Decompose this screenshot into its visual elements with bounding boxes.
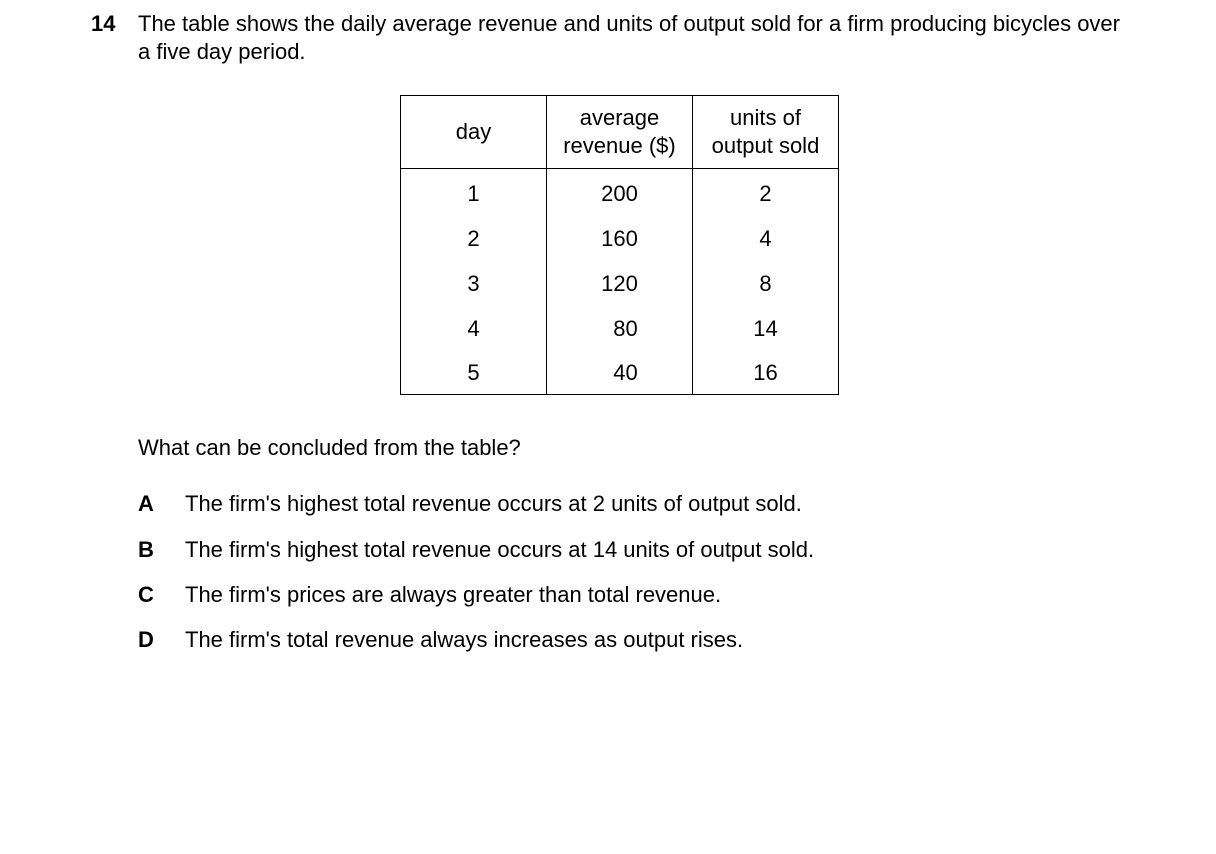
option-b[interactable] xyxy=(138,536,814,564)
table-header-row xyxy=(401,96,839,169)
option-text: The firm's highest total revenue occurs at 14 units of output sold. xyxy=(185,537,815,562)
cell-average-revenue: 80 xyxy=(547,306,693,351)
question-prompt: What can be concluded from the table? xyxy=(138,435,521,460)
cell-units-sold: 16 xyxy=(693,351,839,395)
header-average-revenue: average revenue ($) xyxy=(547,96,693,169)
header-day: day xyxy=(401,96,547,169)
option-d[interactable] xyxy=(138,626,743,654)
cell-average-revenue: 160 xyxy=(547,216,693,261)
option-text: The firm's highest total revenue occurs at 2 units of output sold. xyxy=(185,491,802,516)
option-text: The firm's prices are always greater than total revenue. xyxy=(185,582,722,607)
option-letter: D xyxy=(138,627,154,652)
cell-day: 1 xyxy=(401,169,547,217)
option-letter: A xyxy=(138,491,154,516)
cell-average-revenue: 200 xyxy=(547,169,693,217)
header-units-sold: units of output sold xyxy=(693,96,839,169)
cell-units-sold: 8 xyxy=(693,261,839,306)
cell-units-sold: 14 xyxy=(693,306,839,351)
data-table xyxy=(400,95,839,395)
cell-day: 3 xyxy=(401,261,547,306)
question-number: 14 xyxy=(91,11,116,36)
cell-units-sold: 2 xyxy=(693,169,839,217)
option-c[interactable] xyxy=(138,581,721,609)
option-text: The firm's total revenue always increases as output rises. xyxy=(185,627,744,652)
table-row xyxy=(401,306,839,351)
option-letter: B xyxy=(138,537,154,562)
table-row xyxy=(401,169,839,217)
table-row xyxy=(401,216,839,261)
cell-average-revenue: 120 xyxy=(547,261,693,306)
cell-units-sold: 4 xyxy=(693,216,839,261)
option-letter: C xyxy=(138,582,154,607)
table-row xyxy=(401,351,839,395)
cell-day: 2 xyxy=(401,216,547,261)
cell-day: 4 xyxy=(401,306,547,351)
option-a[interactable] xyxy=(138,490,802,518)
question-stem: The table shows the daily average revenue and units of output sold for a firm producing bicycles over a five day period. xyxy=(138,11,1120,64)
table-row xyxy=(401,261,839,306)
cell-day: 5 xyxy=(401,351,547,395)
cell-average-revenue: 40 xyxy=(547,351,693,395)
